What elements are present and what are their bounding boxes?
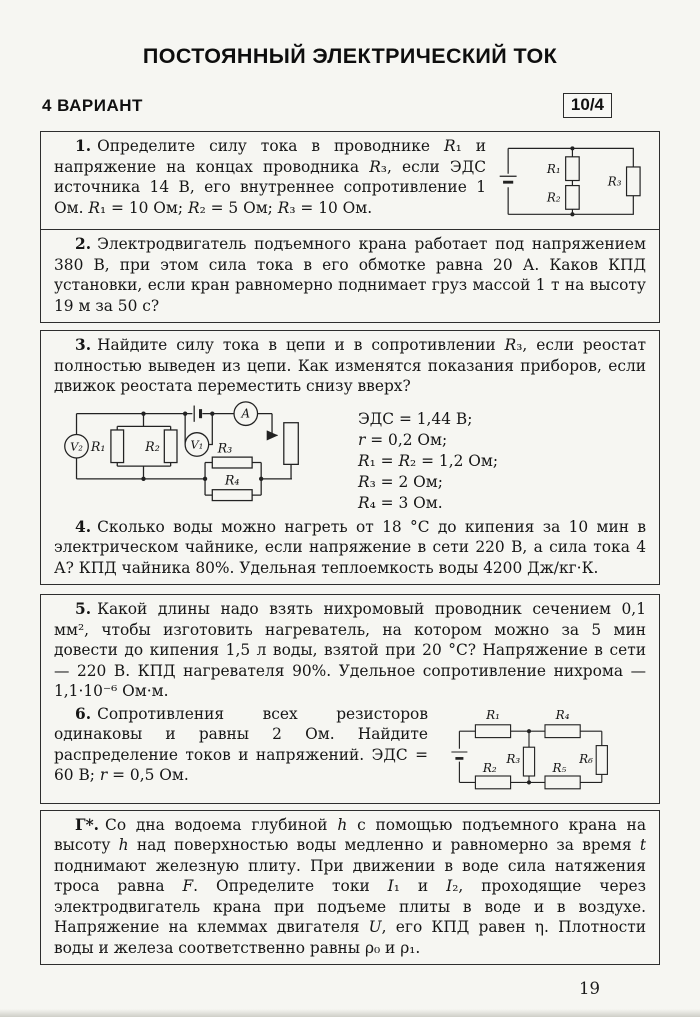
resistor-r1	[111, 429, 124, 462]
label-r4: R₄	[224, 471, 240, 487]
problems-box-1-2	[40, 131, 660, 323]
battery-icon	[500, 176, 517, 182]
circuit-1-svg	[498, 138, 646, 223]
label-r2: R₂	[145, 438, 160, 454]
problem-g-box	[40, 810, 660, 966]
label-r3: R₃	[607, 174, 622, 189]
problem-4-body: Сколько воды можно нагреть от 18 °С до кипения за 10 мин в электрическом чайнике, если напряжение в сети 220 В, а сила тока 4 А? КПД чайника 80%. Удельная теплоемкость воды 4200 Дж/кг·К.	[54, 517, 646, 577]
problem-g-body: Со дна водоема глубиной h с помощью подъемного крана на высоту h над поверхностью воды медленно и равномерно за время t поднимают железную плиту. При движении в воде сила натяжения троса равна F. Определите токи I₁ и I₂, проходящие через электродвигатель крана при подъеме плиты в воде и в воздухе. Напряжение на клеммах двигателя U, его КПД равен η. Плотности воды и железа соответственно равны ρ₀ и ρ₁.	[54, 815, 647, 957]
problem-2-text	[54, 234, 646, 316]
battery-icon	[451, 752, 467, 758]
junction-dot	[210, 411, 214, 415]
junction-dot	[527, 729, 531, 733]
circuit-3-diagram	[60, 401, 332, 506]
resistor-r1	[566, 157, 580, 181]
label-v2: V₂	[70, 439, 83, 453]
label-r1: R₁	[90, 438, 106, 454]
circuit-6-svg	[445, 707, 629, 797]
given-value: R₁ = R₂ = 1,2 Ом;	[358, 451, 499, 470]
problems-box-3-4	[40, 330, 660, 585]
label-r2: R₂	[546, 190, 561, 205]
resistor-r3	[627, 167, 641, 196]
problem-6-text	[54, 704, 428, 786]
problems-box-5-6	[40, 594, 660, 804]
label-r1: R₁	[486, 707, 500, 722]
problem-5-number: 5.	[75, 600, 92, 618]
junction-dot	[141, 476, 145, 480]
given-value: r = 0,2 Ом;	[358, 430, 448, 449]
variant-label: 4 ВАРИАНТ	[42, 95, 143, 115]
label-v1: V₁	[190, 438, 204, 452]
problem-divider	[41, 229, 659, 230]
problem-3-body: Найдите силу тока в цепи и в сопротивлении R₃, если реостат полностью выведен из цепи. Как изменятся показания приборов, если движок реостата переместить снизу вверх?	[54, 336, 646, 395]
rheostat-icon	[284, 422, 298, 464]
label-r4: R₄	[555, 707, 570, 722]
task-count-badge: 10/4	[563, 93, 612, 118]
page-title: ПОСТОЯННЫЙ ЭЛЕКТРИЧЕСКИЙ ТОК	[142, 44, 558, 68]
given-value: R₃ = 2 Ом;	[358, 472, 443, 491]
junction-dot	[527, 780, 531, 784]
label-a: A	[241, 406, 251, 421]
resistor-r2	[475, 776, 510, 789]
resistor-r3	[212, 457, 252, 468]
problem-3-figure-row	[60, 401, 646, 514]
resistor-r3	[523, 747, 534, 776]
junction-dot	[570, 146, 574, 150]
problem-3-number: 3.	[75, 336, 92, 354]
given-value: ЭДС = 1,44 В;	[358, 409, 473, 428]
junction-dot	[141, 411, 145, 415]
circuit-6-diagram	[428, 704, 646, 797]
label-r1: R₁	[546, 161, 561, 176]
problem-5-body: Какой длины надо взять нихромовый проводник сечением 0,1 мм², чтобы изготовить нагреватель, на котором можно за 5 мин довести до кипения 1,5 л воды, взятой при 20 °С? Напряжение в сети — 220 В. КПД нагревателя 90%. Удельное сопротивление нихрома — 1,1·10⁻⁶ Ом·м.	[54, 600, 646, 700]
given-value: R₄ = 3 Ом.	[358, 493, 443, 512]
label-r5: R₅	[552, 760, 567, 775]
given-values-list	[358, 401, 498, 514]
problem-g-number: Г*.	[75, 815, 100, 834]
resistor-r2	[164, 429, 177, 462]
problem-3-text	[54, 335, 646, 397]
problem-5-text	[54, 599, 646, 702]
problem-1-body: Определите силу тока в проводнике R₁ и напряжение на концах проводника R₃, если ЭДС источника 14 В, его внутреннее сопротивление 1 Ом. R₁ = 10 Ом; R₂ = 5 Ом; R₃ = 10 Ом.	[54, 137, 486, 217]
label-r3: R₃	[506, 751, 521, 766]
label-r3: R₃	[217, 440, 233, 456]
label-r6: R₆	[579, 751, 593, 766]
resistor-r4	[545, 724, 580, 737]
junction-dot	[203, 476, 207, 480]
circuit-3-svg	[60, 401, 332, 506]
junction-dot	[259, 476, 263, 480]
problem-4-text	[54, 517, 646, 579]
page-number: 19	[579, 979, 600, 998]
problem-g-text	[54, 815, 646, 959]
resistor-r2	[566, 186, 580, 210]
battery-icon	[194, 405, 200, 421]
junction-dot	[570, 212, 574, 216]
junction-dot	[183, 411, 187, 415]
resistor-r6	[596, 745, 607, 774]
page-bottom-shadow	[0, 1009, 700, 1017]
resistor-r4	[212, 489, 252, 500]
resistor-r1	[475, 724, 510, 737]
problem-4-number: 4.	[75, 517, 92, 536]
problem-2-body: Электродвигатель подъемного крана работает под напряжением 380 В, при этом сила тока в его обмотке равна 20 А. Каков КПД установки, если кран равномерно поднимает груз массой 1 т на высоту 19 м за 50 с?	[54, 235, 646, 315]
circuit-3-wires	[77, 413, 292, 494]
circuit-1-diagram	[498, 138, 646, 223]
problem-2-number: 2.	[75, 235, 92, 253]
problem-1	[54, 136, 646, 225]
problem-6-row	[54, 704, 646, 797]
problem-6-number: 6.	[75, 704, 92, 723]
variant-header	[42, 93, 612, 118]
problem-1-number: 1.	[75, 137, 92, 155]
problem-6-body: Сопротивления всех резисторов одинаковы и равны 2 Ом. Найдите распределение токов и напряжений. ЭДС = 60 В; r = 0,5 Ом.	[54, 704, 428, 784]
resistor-r5	[545, 776, 580, 789]
label-r2: R₂	[482, 760, 497, 775]
